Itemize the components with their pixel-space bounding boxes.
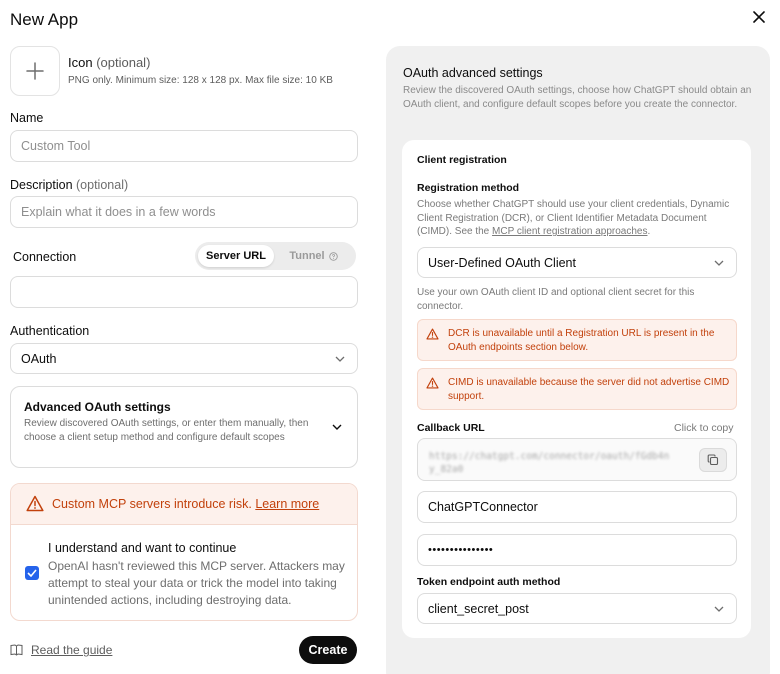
acknowledge-checkbox[interactable] xyxy=(25,566,39,580)
tunnel-tab[interactable] xyxy=(274,245,353,267)
acknowledge-title: I understand and want to continue xyxy=(48,541,237,555)
chevron-down-icon xyxy=(332,424,342,430)
advanced-oauth-title: Advanced OAuth settings xyxy=(24,400,171,414)
server-url-input[interactable] xyxy=(10,276,358,308)
client-id-input[interactable] xyxy=(417,491,737,523)
client-registration-card xyxy=(402,140,751,638)
name-label: Name xyxy=(10,111,44,125)
help-icon xyxy=(329,252,338,261)
client-id-value: ChatGPTConnector xyxy=(428,500,538,514)
oauth-panel-title: OAuth advanced settings xyxy=(403,66,543,80)
plus-icon xyxy=(26,62,44,80)
icon-upload-title: Icon (optional) xyxy=(68,55,151,70)
book-icon xyxy=(10,644,23,656)
copy-button[interactable] xyxy=(699,448,727,472)
client-secret-input[interactable] xyxy=(417,534,737,566)
create-button[interactable]: Create xyxy=(299,636,357,664)
click-to-copy-hint: Click to copy xyxy=(674,422,734,434)
oauth-panel-description: Review the discovered OAuth settings, choose how ChatGPT should obtain an OAuth client, and configure default scopes before you create the connector. xyxy=(403,85,752,110)
description-placeholder: Explain what it does in a few words xyxy=(21,205,216,219)
copy-icon xyxy=(707,454,719,466)
authentication-select[interactable] xyxy=(10,343,358,374)
warning-icon xyxy=(426,328,439,340)
risk-card xyxy=(10,483,358,621)
cimd-warning xyxy=(417,368,737,410)
dcr-warning-text: DCR is unavailable until a Registration URL is present in the OAuth endpoints section below. xyxy=(448,328,715,353)
cimd-warning-text: CIMD is unavailable because the server did not advertise CIMD support. xyxy=(448,377,730,402)
registration-method-help: Use your own OAuth client ID and optional client secret for this connector. xyxy=(417,287,695,312)
checkmark-icon xyxy=(27,569,37,577)
client-registration-heading: Client registration xyxy=(417,154,507,166)
registration-method-label: Registration method xyxy=(417,182,520,194)
acknowledge-description: OpenAI hasn't reviewed this MCP server. Attackers may attempt to steal your data or trick the model into taking unintended actions, including destroying data. xyxy=(48,559,345,607)
client-secret-value: ••••••••••••••• xyxy=(428,544,494,556)
callback-url-field[interactable] xyxy=(417,438,737,481)
registration-method-description: Choose whether ChatGPT should use your client credentials, Dynamic Client Registration (DCR), or Client Identifier Metadata Document (CIMD). See the MCP client registration approaches. xyxy=(417,199,730,237)
token-auth-label: Token endpoint auth method xyxy=(417,576,561,588)
oauth-advanced-panel xyxy=(386,46,770,674)
callback-url-value: https://chatgpt.com/connector/oauth/fGdb4n y_82a0 xyxy=(429,451,670,475)
name-placeholder: Custom Tool xyxy=(21,139,91,153)
tunnel-tab-label: Tunnel xyxy=(289,250,325,262)
description-input[interactable] xyxy=(10,196,358,228)
dcr-warning xyxy=(417,319,737,361)
close-button[interactable] xyxy=(750,8,768,26)
dialog-title: New App xyxy=(10,10,79,29)
advanced-oauth-card[interactable] xyxy=(10,386,358,468)
learn-more-link[interactable]: Learn more xyxy=(255,497,320,511)
mcp-registration-link[interactable]: MCP client registration approaches xyxy=(492,226,648,237)
close-icon xyxy=(753,11,765,23)
token-auth-value: client_secret_post xyxy=(428,601,529,616)
server-url-tab[interactable]: Server URL xyxy=(198,245,274,267)
callback-url-label: Callback URL xyxy=(417,422,485,434)
icon-upload-button[interactable] xyxy=(10,46,60,96)
icon-upload-hint: PNG only. Minimum size: 128 x 128 px. Max file size: 10 KB xyxy=(68,75,333,86)
warning-icon xyxy=(26,495,44,512)
risk-banner xyxy=(11,484,357,525)
connection-toggle xyxy=(195,242,356,270)
chevron-down-icon xyxy=(714,606,724,612)
read-guide-link[interactable] xyxy=(10,643,112,657)
registration-method-value: User-Defined OAuth Client xyxy=(428,255,576,270)
description-label: Description (optional) xyxy=(10,178,129,192)
registration-method-select[interactable] xyxy=(417,247,737,278)
connection-label: Connection xyxy=(13,250,77,264)
chevron-down-icon xyxy=(714,260,724,266)
chevron-down-icon xyxy=(335,356,345,362)
name-input[interactable] xyxy=(10,130,358,162)
authentication-label: Authentication xyxy=(10,324,90,338)
risk-warning-text: Custom MCP servers introduce risk. Learn more xyxy=(52,497,320,511)
read-guide-label: Read the guide xyxy=(31,643,113,657)
advanced-oauth-description: Review discovered OAuth settings, or enter them manually, then choose a client setup method and configure default scopes xyxy=(24,418,309,443)
authentication-value: OAuth xyxy=(21,351,57,366)
token-auth-select[interactable] xyxy=(417,593,737,624)
warning-icon xyxy=(426,377,439,389)
